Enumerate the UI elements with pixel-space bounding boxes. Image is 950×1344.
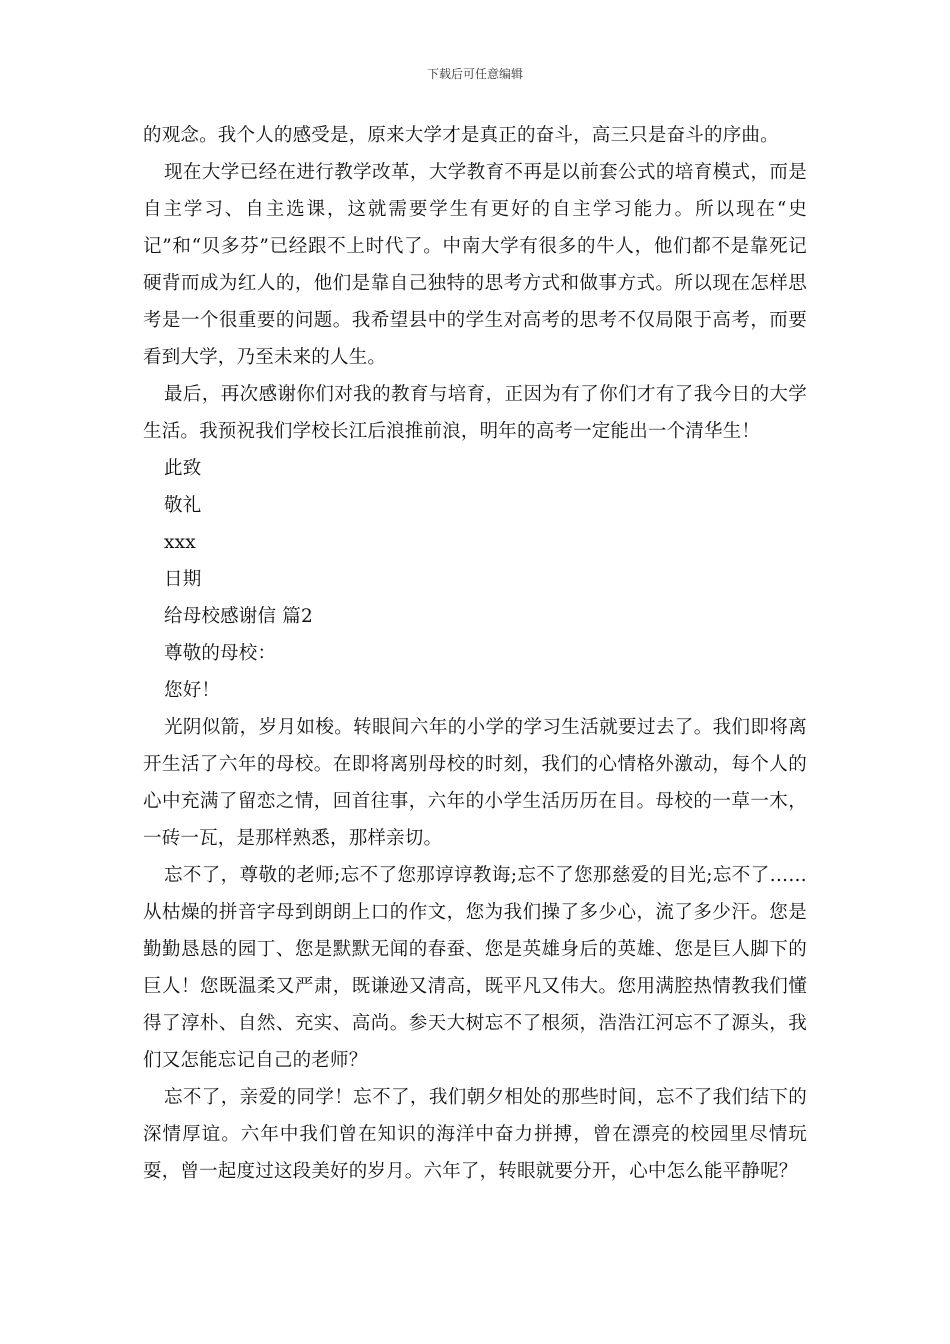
date-line: 日期 (164, 569, 202, 590)
paragraph-6: 忘不了，亲爱的同学！忘不了，我们朝夕相处的那些时间，忘不了我们结下的深情厚谊。六年中我们曾在知识的海洋中奋力拼搏，曾在漂亮的校园里尽情玩耍，曾一起度过这段美好的岁月。六年了，转眼就要分开，心中怎么能平静呢？ (143, 1087, 807, 1182)
closing-line-1: 此致 (164, 458, 202, 479)
salutation: 尊敬的母校： (164, 643, 277, 664)
paragraph-1: 的观念。我个人的感受是，原来大学才是真正的奋斗，高三只是奋斗的序曲。 (143, 125, 779, 146)
page-header: 下载后可任意编辑 (426, 67, 523, 81)
greeting: 您好！ (164, 680, 221, 701)
paragraph-4: 光阴似箭，岁月如梭。转眼间六年的小学的学习生活就要过去了。我们即将离开生活了六年的母校。在即将离别母校的时刻，我们的心情格外激动，每个人的心中充满了留恋之情，回首往事，六年的小学生活历历在目。母校的一草一木，一砖一瓦，是那样熟悉，那样亲切。 (143, 717, 807, 849)
signature: xxx (164, 532, 196, 553)
paragraph-3: 最后，再次感谢你们对我的教育与培育，正因为有了你们才有了我今日的大学生活。我预祝我们学校长江后浪推前浪，明年的高考一定能出一个清华生！ (143, 384, 807, 442)
paragraph-5: 忘不了，尊敬的老师;忘不了您那谆谆教诲;忘不了您那慈爱的目光;忘不了……从枯燥的拼音字母到朗朗上口的作文，您为我们操了多少心，流了多少汗。您是勤勤恳恳的园丁、您是默默无闻的春蚕、您是英雄身后的英雄、您是巨人脚下的巨人！您既温柔又严肃，既谦逊又清高，既平凡又伟大。您用满腔热情教我们懂得了淳朴、自然、充实、高尚。参天大树忘不了根须，浩浩江河忘不了源头，我们又怎能忘记自己的老师？ (143, 865, 807, 1071)
section-title: 给母校感谢信 篇2 (164, 606, 313, 627)
paragraph-2: 现在大学已经在进行教学改革，大学教育不再是以前套公式的培育模式，而是自主学习、自主选课，这就需要学生有更好的自主学习能力。所以现在“史记”和“贝多芬”已经跟不上时代了。中南大学有很多的牛人，他们都不是靠死记硬背而成为红人的，他们是靠自己独特的思考方式和做事方式。所以现在怎样思考是一个很重要的问题。我希望县中的学生对高考的思考不仅局限于高考，而要看到大学，乃至未来的人生。 (143, 162, 807, 368)
closing-line-2: 敬礼 (164, 495, 202, 516)
document-body (143, 117, 807, 1190)
